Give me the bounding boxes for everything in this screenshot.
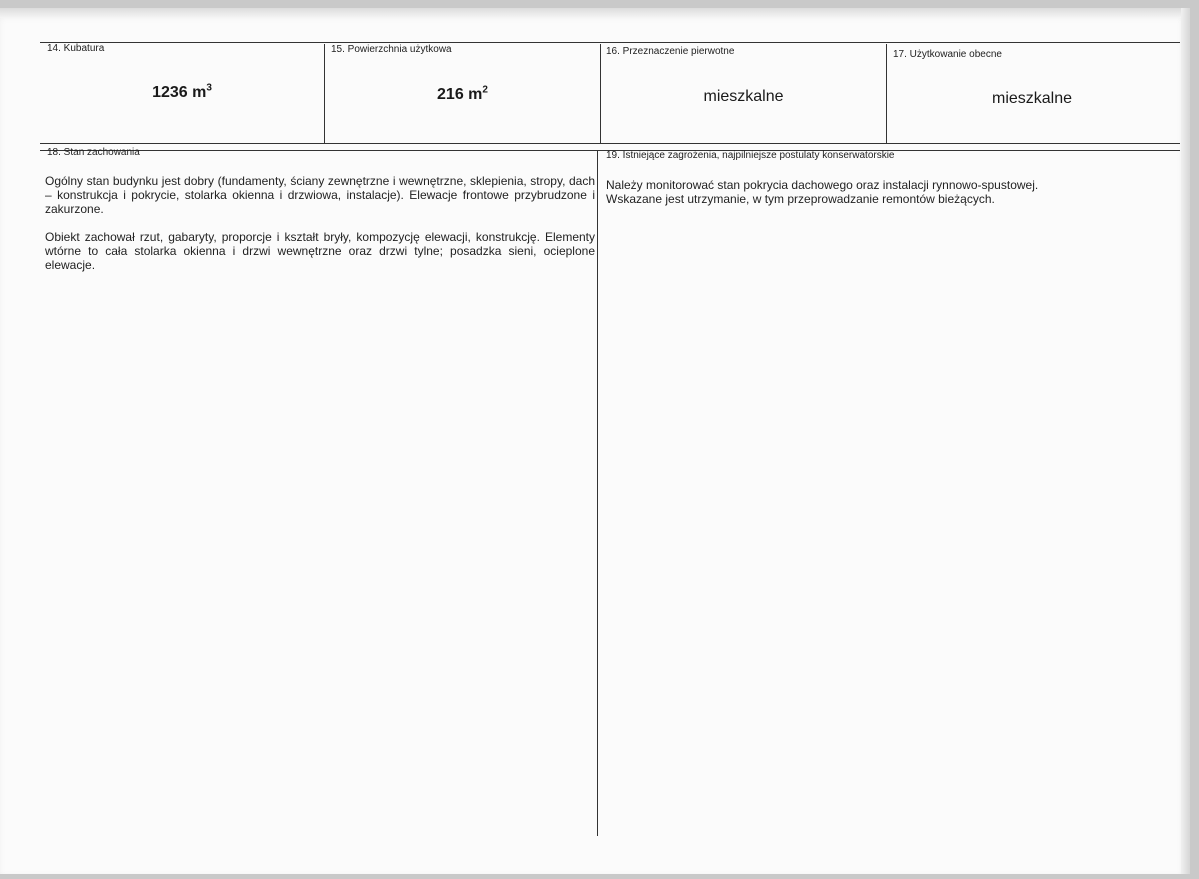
field-18-text xyxy=(45,174,595,286)
field-18-paragraph-1: Ogólny stan budynku jest dobry (fundamenty, ściany zewnętrzne i wewnętrzne, sklepienia, stropy, dach – konstrukcja i pokrycie, stolarka okienna i drzwiowa, instalacje). Elewacje frontowe przybrudzone i zakurzone. xyxy=(45,174,595,216)
field-16-value: mieszkalne xyxy=(703,88,784,105)
scan-right-edge xyxy=(1181,8,1190,874)
field-16-label: 16. Przeznaczenie pierwotne xyxy=(606,46,735,57)
field-15-label: 15. Powierzchnia użytkowa xyxy=(331,44,452,55)
form-sheet xyxy=(0,8,1190,874)
field-15-exponent: 2 xyxy=(482,84,488,96)
field-14-number: 1236 m xyxy=(152,84,207,101)
field-14-exponent: 3 xyxy=(206,82,212,94)
field-17-value: mieszkalne xyxy=(991,90,1073,107)
row1-top-rule xyxy=(40,42,1180,43)
field-18-label: 18. Stan zachowania xyxy=(47,147,140,158)
field-15-value xyxy=(325,86,600,104)
field-14-value xyxy=(40,84,324,102)
scan-top-shadow xyxy=(0,8,1190,18)
field-15-number: 216 m xyxy=(437,86,483,103)
col-divider-18-19 xyxy=(597,150,598,836)
field-18-paragraph-2: Obiekt zachował rzut, gabaryty, proporcje i kształt bryły, kompozycję elewacji, konstrukcję. Elementy wtórne to cała stolarka okienna i drzwi wewnętrzne oraz drzwi tylne; posadzka sieni, ocieplone elewacje. xyxy=(45,230,595,272)
field-19-text xyxy=(606,178,1076,220)
field-19-paragraph-1: Należy monitorować stan pokrycia dachowego oraz instalacji rynnowo-spustowej. Wskazane jest utrzymanie, w tym przeprowadzanie remontów bieżących. xyxy=(606,178,1039,206)
row1-bottom-rule xyxy=(40,143,1180,144)
field-14-label: 14. Kubatura xyxy=(47,43,105,54)
field-17-label: 17. Użytkowanie obecne xyxy=(893,49,1002,60)
field-19-label: 19. Istniejące zagrożenia, najpilniejsze postulaty konserwatorskie xyxy=(606,150,895,161)
